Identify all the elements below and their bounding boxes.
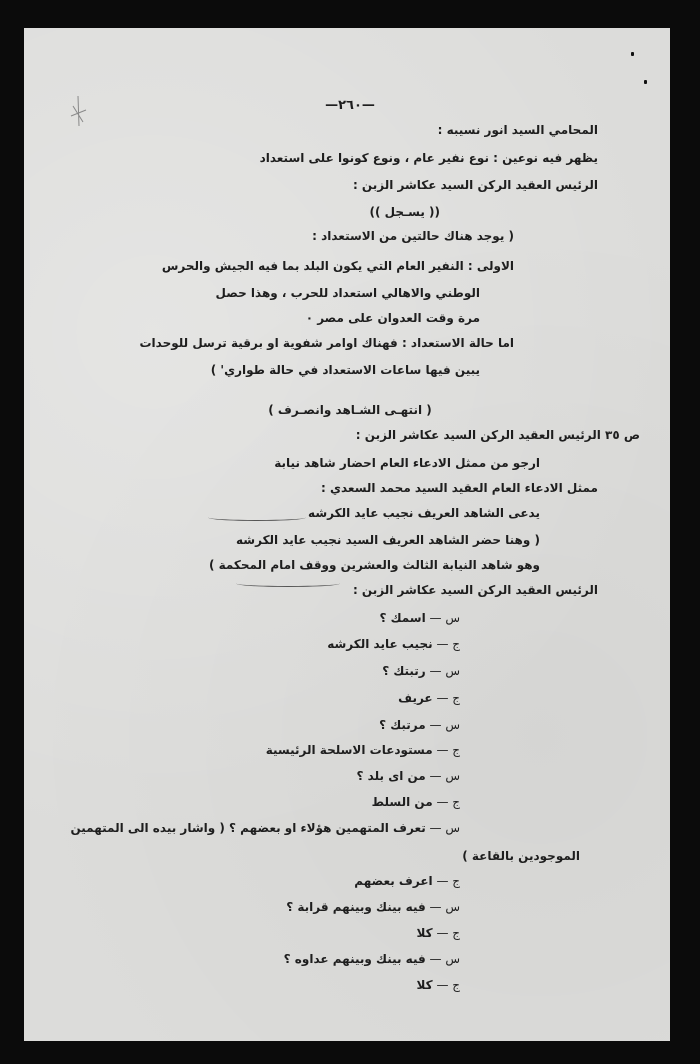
qa-text: رتبتك ؟ xyxy=(382,664,426,678)
qa-prefix: ج — xyxy=(432,743,460,757)
qa-text: مستودعات الاسلحة الرئيسية xyxy=(265,743,433,757)
qa-prefix: ج — xyxy=(432,926,460,940)
qa-text: الموجودين بالقاعة ) xyxy=(462,849,580,863)
qa-prefix: س — xyxy=(425,952,460,966)
page-number: —٢٦٠— xyxy=(325,98,375,113)
qa-line xyxy=(417,977,460,993)
qa-prefix: س — xyxy=(425,611,460,625)
qa-text: اعرف بعضهم xyxy=(354,874,433,888)
text-line: الرئيس العقيد الركن السيد عكاشر الزبن : xyxy=(352,178,598,192)
text-line: الرئيس العقيد الركن السيد عكاشر الزبن : xyxy=(352,583,598,597)
qa-text: من السلط xyxy=(371,795,433,809)
text-line: الوطني والاهالي استعداد للحرب ، وهذا حصل xyxy=(215,286,480,300)
qa-line xyxy=(398,690,460,706)
qa-line xyxy=(379,717,460,733)
qa-prefix: ج — xyxy=(432,691,460,705)
qa-line xyxy=(417,925,460,941)
text-line: (( يسـجل )) xyxy=(369,205,440,219)
qa-text: تعرف المتهمين هؤلاء او بعضهم ؟ ( واشار بيده الى المتهمين xyxy=(70,821,426,835)
qa-prefix: س — xyxy=(425,718,460,732)
text-line: ممثل الادعاء العام العقيد السيد محمد السعدي : xyxy=(321,481,598,495)
qa-line xyxy=(382,663,460,679)
qa-line xyxy=(379,610,460,626)
text-line: وهو شاهد النيابة الثالث والعشرين ووقف امام المحكمة ) xyxy=(208,558,540,572)
qa-prefix: س — xyxy=(425,664,460,678)
qa-line xyxy=(354,873,460,889)
qa-prefix: ج — xyxy=(432,874,460,888)
qa-prefix: س — xyxy=(425,821,460,835)
qa-line xyxy=(286,899,460,915)
qa-prefix: ج — xyxy=(432,978,460,992)
text-line: ( وهنا حضر الشاهد العريف السيد نجيب عايد الكرشه xyxy=(236,533,540,547)
qa-line xyxy=(70,820,460,836)
qa-text: اسمك ؟ xyxy=(379,611,426,625)
qa-prefix: ج — xyxy=(432,795,460,809)
qa-line xyxy=(357,768,460,784)
text-line: الاولى : النفير العام التي يكون البلد بما فيه الجيش والحرس xyxy=(161,259,514,273)
qa-text: فيه بينك وبينهم عداوه ؟ xyxy=(283,952,426,966)
qa-prefix: س — xyxy=(425,769,460,783)
qa-text: عريف xyxy=(398,691,433,705)
text-line: المحامي السيد انور نسيبه : xyxy=(437,123,598,137)
text-line: ( يوجد هناك حالتين من الاستعداد : xyxy=(312,229,514,243)
qa-text: مرتبك ؟ xyxy=(379,718,426,732)
qa-text: نجيب عايد الكرشه xyxy=(327,637,433,651)
text-line: يبين فيها ساعات الاستعداد في حالة طواري' ) xyxy=(210,363,480,377)
handwritten-underline xyxy=(208,514,306,521)
qa-line xyxy=(327,636,460,652)
punch-dot xyxy=(644,80,647,84)
qa-line xyxy=(284,951,460,967)
qa-line xyxy=(266,742,460,758)
qa-text: كلا xyxy=(416,926,433,940)
qa-prefix: ج — xyxy=(432,637,460,651)
qa-text: كلا xyxy=(416,978,433,992)
text-line: ( انتهـى الشـاهد وانصـرف ) xyxy=(268,403,432,417)
punch-dot xyxy=(631,52,634,56)
qa-text: فيه بينك وبينهم قرابة ؟ xyxy=(286,900,426,914)
text-line: يظهر فيه نوعين : نوع نفير عام ، ونوع كونوا على استعداد xyxy=(259,151,598,165)
text-line: ص ٣٥ الرئيس العقيد الركن السيد عكاشر الزبن : xyxy=(355,428,640,442)
text-line: مرة وقت العدوان على مصر ٠ xyxy=(305,311,480,325)
text-line: يدعى الشاهد العريف نجيب عايد الكرشه xyxy=(308,506,540,520)
qa-line xyxy=(462,848,580,864)
qa-text: من اى بلد ؟ xyxy=(356,769,426,783)
handwritten-underline xyxy=(236,580,340,587)
text-line: اما حالة الاستعداد : فهناك اوامر شفوية او برقية ترسل للوحدات xyxy=(139,336,514,350)
qa-line xyxy=(372,794,460,810)
text-line: ارجو من ممثل الادعاء العام احضار شاهد نيابة xyxy=(274,456,540,470)
qa-prefix: س — xyxy=(425,900,460,914)
